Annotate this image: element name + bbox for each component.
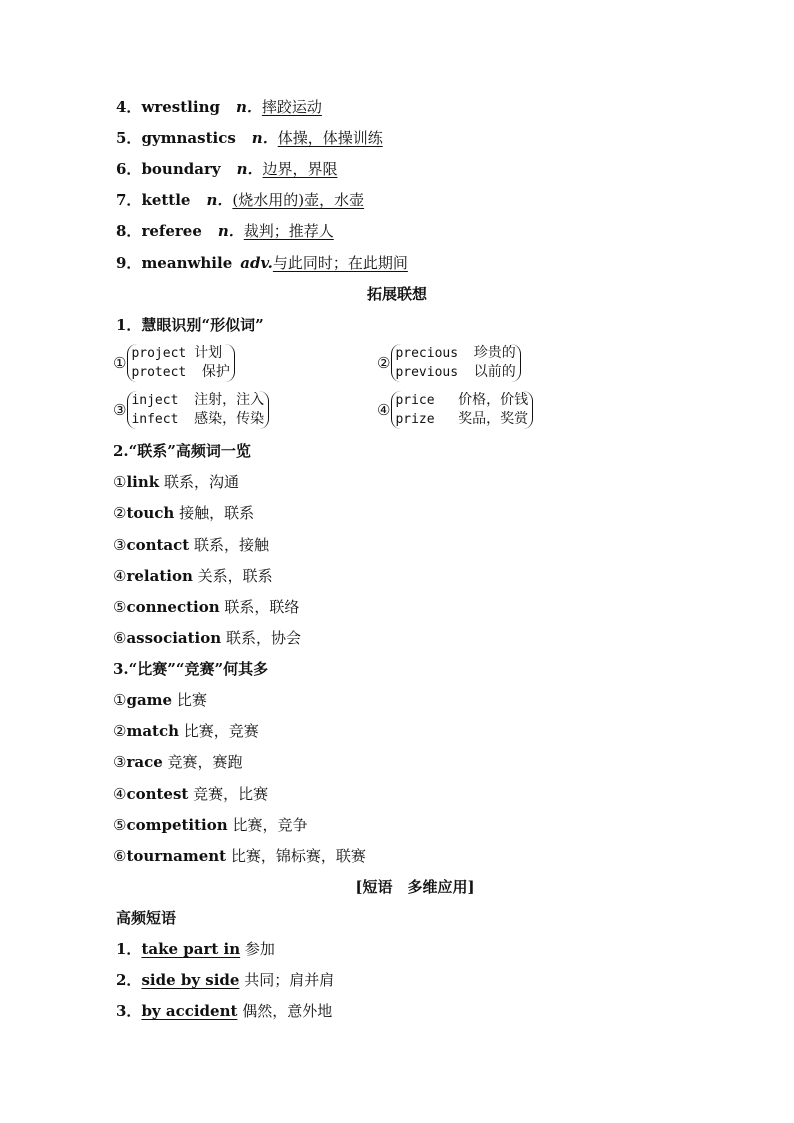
phrase-item: 2．side by side 共同；肩并肩 xyxy=(116,971,335,989)
lookalike-pair: ③ inject 注射，注入 infect 感染，传染 xyxy=(113,391,269,429)
vocab-item: 6．boundary n．边界，界限 xyxy=(116,160,338,178)
phrase-item: 1．take part in 参加 xyxy=(116,940,275,958)
list-item: ③race 竞赛，赛跑 xyxy=(113,753,243,771)
vocab-item: 4．wrestling n．摔跤运动 xyxy=(116,98,322,116)
vocab-item: 8．referee n．裁判；推荐人 xyxy=(116,222,334,240)
subsection-title-lookalikes: 1．慧眼识别“形似词” xyxy=(116,316,264,334)
lookalike-pair: ④ price 价格，价钱 prize 奖品，奖赏 xyxy=(377,391,533,429)
vocab-word: wrestling xyxy=(141,98,220,116)
vocab-meaning: 摔跤运动 xyxy=(261,98,322,116)
part-of-speech: adv. xyxy=(240,254,273,272)
section-heading-phrases: [短语 多维应用] xyxy=(355,878,475,896)
part-of-speech: n． xyxy=(235,98,262,116)
vocab-item: 5．gymnastics n．体操，体操训练 xyxy=(116,129,383,147)
vocab-meaning: 体操，体操训练 xyxy=(277,129,383,147)
list-item: ⑤competition 比赛，竞争 xyxy=(113,816,308,834)
subsection-title-match-words: 3.“比赛”“竞赛”何其多 xyxy=(113,660,269,678)
part-of-speech: n． xyxy=(206,191,233,209)
vocab-meaning: (烧水用的)壶，水壶 xyxy=(232,191,365,209)
part-of-speech: n． xyxy=(217,222,244,240)
vocab-meaning: 与此同时；在此期间 xyxy=(272,254,408,272)
phrases-title: 高频短语 xyxy=(116,909,177,927)
brace-group: inject 注射，注入 infect 感染，传染 xyxy=(127,391,269,429)
list-item: ①game 比赛 xyxy=(113,691,207,709)
subsection-title-link-words: 2.“联系”高频词一览 xyxy=(113,442,251,460)
brace-group: project 计划 protect 保护 xyxy=(127,344,234,382)
brace-group: precious 珍贵的 previous 以前的 xyxy=(391,344,520,382)
phrase-text: by accident xyxy=(141,1002,238,1020)
list-item: ③contact 联系，接触 xyxy=(113,536,270,554)
vocab-meaning: 边界，界限 xyxy=(262,160,338,178)
part-of-speech: n． xyxy=(236,160,263,178)
list-item: ⑥tournament 比赛，锦标赛，联赛 xyxy=(113,847,366,865)
list-item: ①link 联系，沟通 xyxy=(113,473,239,491)
part-of-speech: n． xyxy=(251,129,278,147)
list-item: ⑥association 联系，协会 xyxy=(113,629,301,647)
list-item: ②touch 接触，联系 xyxy=(113,504,255,522)
lookalike-pair: ② precious 珍贵的 previous 以前的 xyxy=(377,344,521,382)
section-heading-expand: 拓展联想 xyxy=(366,285,427,303)
phrase-text: take part in xyxy=(141,940,241,958)
vocab-word: kettle xyxy=(141,191,191,209)
vocab-meaning: 裁判；推荐人 xyxy=(243,222,334,240)
vocab-item: 7．kettle n．(烧水用的)壶，水壶 xyxy=(116,191,365,209)
vocab-word: gymnastics xyxy=(141,129,236,147)
vocab-word: referee xyxy=(141,222,202,240)
list-item: ⑤connection 联系，联络 xyxy=(113,598,300,616)
phrase-text: side by side xyxy=(141,971,240,989)
vocab-item: 9．meanwhile adv.与此同时；在此期间 xyxy=(116,254,408,272)
lookalike-pair: ① project 计划 protect 保护 xyxy=(113,344,235,382)
phrase-item: 3．by accident 偶然，意外地 xyxy=(116,1002,333,1020)
vocab-word: boundary xyxy=(141,160,221,178)
list-item: ④contest 竞赛，比赛 xyxy=(113,785,269,803)
list-item: ④relation 关系，联系 xyxy=(113,567,273,585)
list-item: ②match 比赛，竞赛 xyxy=(113,722,259,740)
brace-group: price 价格，价钱 prize 奖品，奖赏 xyxy=(391,391,533,429)
vocab-word: meanwhile xyxy=(141,254,233,272)
